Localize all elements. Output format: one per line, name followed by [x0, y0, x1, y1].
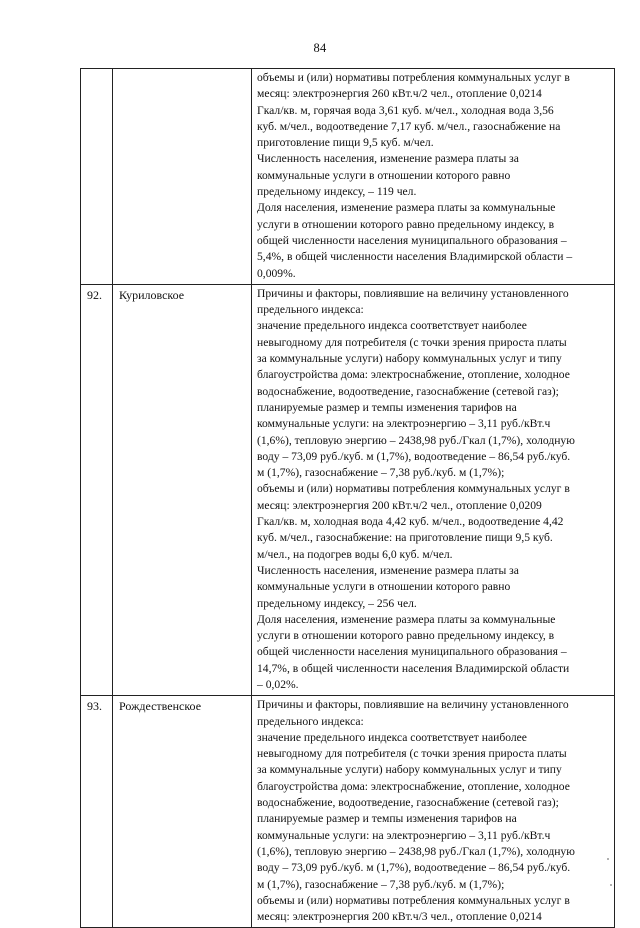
description-line: за коммунальные услуги) набору коммунальных услуг и типу — [257, 763, 562, 777]
description-line: объемы и (или) нормативы потребления коммунальных услуг в — [257, 71, 570, 84]
description-line: 0,009%. — [257, 266, 296, 280]
description-line: Численность населения, изменение размера платы за — [257, 563, 519, 577]
description-line: невыгодному для потребителя (с точки зрения прироста платы — [257, 335, 567, 349]
description-line: коммунальные услуги: на электроэнергию – 3,11 руб./кВт.ч — [257, 828, 551, 842]
description-cell — [252, 284, 615, 695]
description-line: объемы и (или) нормативы потребления коммунальных услуг в — [257, 893, 570, 907]
description-line: коммунальные услуги: на электроэнергию – 3,11 руб./кВт.ч — [257, 417, 551, 431]
description-line: объемы и (или) нормативы потребления коммунальных услуг в — [257, 482, 570, 496]
description-line: значение предельного индекса соответствует наиболее — [257, 319, 527, 333]
description-line: предельного индекса: — [257, 303, 364, 317]
description-line: (1,6%), тепловую энергию – 2438,98 руб./Гкал (1,7%), холодную — [257, 844, 575, 858]
description-line: общей численности населения муниципального образования – — [257, 233, 567, 247]
description-line: Гкал/кв. м, горячая вода 3,61 куб. м/чел., холодная вода 3,56 — [257, 103, 554, 117]
table-row — [81, 696, 615, 928]
description-cell — [252, 69, 615, 285]
description-line: Причины и факторы, повлиявшие на величину установленного — [257, 286, 569, 300]
description-line: водоснабжение, водоотведение, газоснабжение (сетевой газ); — [257, 796, 559, 810]
description-line: месяц: электроэнергия 200 кВт.ч/3 чел., отопление 0,0214 — [257, 910, 542, 924]
description-line: Гкал/кв. м, холодная вода 4,42 куб. м/чел., водоотведение 4,42 — [257, 515, 564, 529]
description-cell — [252, 696, 615, 928]
description-line: воду – 73,09 руб./куб. м (1,7%), водоотведение – 86,54 руб./куб. — [257, 861, 571, 875]
description-line: коммунальные услуги в отношении которого равно — [257, 580, 511, 594]
municipality-name-cell: Рождественское — [113, 696, 252, 928]
description-line: 14,7%, в общей численности населения Владимирской области — [257, 661, 570, 675]
description-line: воду – 73,09 руб./куб. м (1,7%), водоотведение – 86,54 руб./куб. — [257, 449, 571, 463]
table-row — [81, 69, 615, 285]
description-line: общей численности населения муниципального образования – — [257, 645, 567, 659]
description-line: невыгодному для потребителя (с точки зрения прироста платы — [257, 747, 567, 761]
description-line: коммунальные услуги в отношении которого равно — [257, 168, 511, 182]
description-line: Численность населения, изменение размера платы за — [257, 152, 519, 166]
row-number-cell: 93. — [81, 696, 113, 928]
description-line: месяц: электроэнергия 260 кВт.ч/2 чел., отопление 0,0214 — [257, 87, 542, 101]
tariff-table-body — [81, 69, 615, 928]
description-line: планируемые размер и темпы изменения тарифов на — [257, 812, 517, 826]
description-line: водоснабжение, водоотведение, газоснабжение (сетевой газ); — [257, 384, 559, 398]
municipality-name-cell — [113, 69, 252, 285]
description-line: услуги в отношении которого равно предельному индексу, в — [257, 217, 555, 231]
description-line: куб. м/чел., газоснабжение: на приготовление пищи 9,5 куб. — [257, 531, 553, 545]
description-line: куб. м/чел., водоотведение 7,17 куб. м/чел., газоснабжение на — [257, 119, 561, 133]
description-line: – 0,02%. — [257, 677, 299, 691]
table-row — [81, 284, 615, 695]
description-line: благоустройства дома: электроснабжение, отопление, холодное — [257, 779, 570, 793]
page-number: 84 — [313, 41, 327, 55]
scan-speck — [607, 858, 609, 860]
description-line: Причины и факторы, повлиявшие на величину установленного — [257, 698, 569, 712]
description-line: месяц: электроэнергия 200 кВт.ч/2 чел., отопление 0,0209 — [257, 498, 542, 512]
description-line: м/чел., на подогрев воды 6,0 куб. м/чел. — [257, 547, 453, 561]
description-line: м (1,7%), газоснабжение – 7,38 руб./куб. м (1,7%); — [257, 466, 505, 480]
description-line: (1,6%), тепловую энергию – 2438,98 руб./Гкал (1,7%), холодную — [257, 433, 575, 447]
description-line: планируемые размер и темпы изменения тарифов на — [257, 400, 517, 414]
description-line: предельного индекса: — [257, 714, 364, 728]
description-line: 5,4%, в общей численности населения Владимирской области – — [257, 250, 573, 264]
tariff-table — [80, 68, 615, 928]
municipality-name-cell: Куриловское — [113, 284, 252, 695]
row-number-cell: 92. — [81, 284, 113, 695]
description-line: предельному индексу, – 119 чел. — [257, 185, 417, 199]
scan-speck — [610, 884, 612, 886]
description-line: предельному индексу, – 256 чел. — [257, 596, 417, 610]
description-line: Доля населения, изменение размера платы за коммунальные — [257, 201, 556, 215]
description-line: м (1,7%), газоснабжение – 7,38 руб./куб. м (1,7%); — [257, 877, 505, 891]
description-line: значение предельного индекса соответствует наиболее — [257, 730, 527, 744]
document-sheet — [80, 68, 614, 924]
row-number-cell — [81, 69, 113, 285]
description-line: услуги в отношении которого равно предельному индексу, в — [257, 629, 555, 643]
description-line: приготовление пищи 9,5 куб. м/чел. — [257, 136, 434, 150]
description-line: благоустройства дома: электроснабжение, отопление, холодное — [257, 368, 570, 382]
description-line: Доля населения, изменение размера платы за коммунальные — [257, 612, 556, 626]
description-line: за коммунальные услуги) набору коммунальных услуг и типу — [257, 352, 562, 366]
